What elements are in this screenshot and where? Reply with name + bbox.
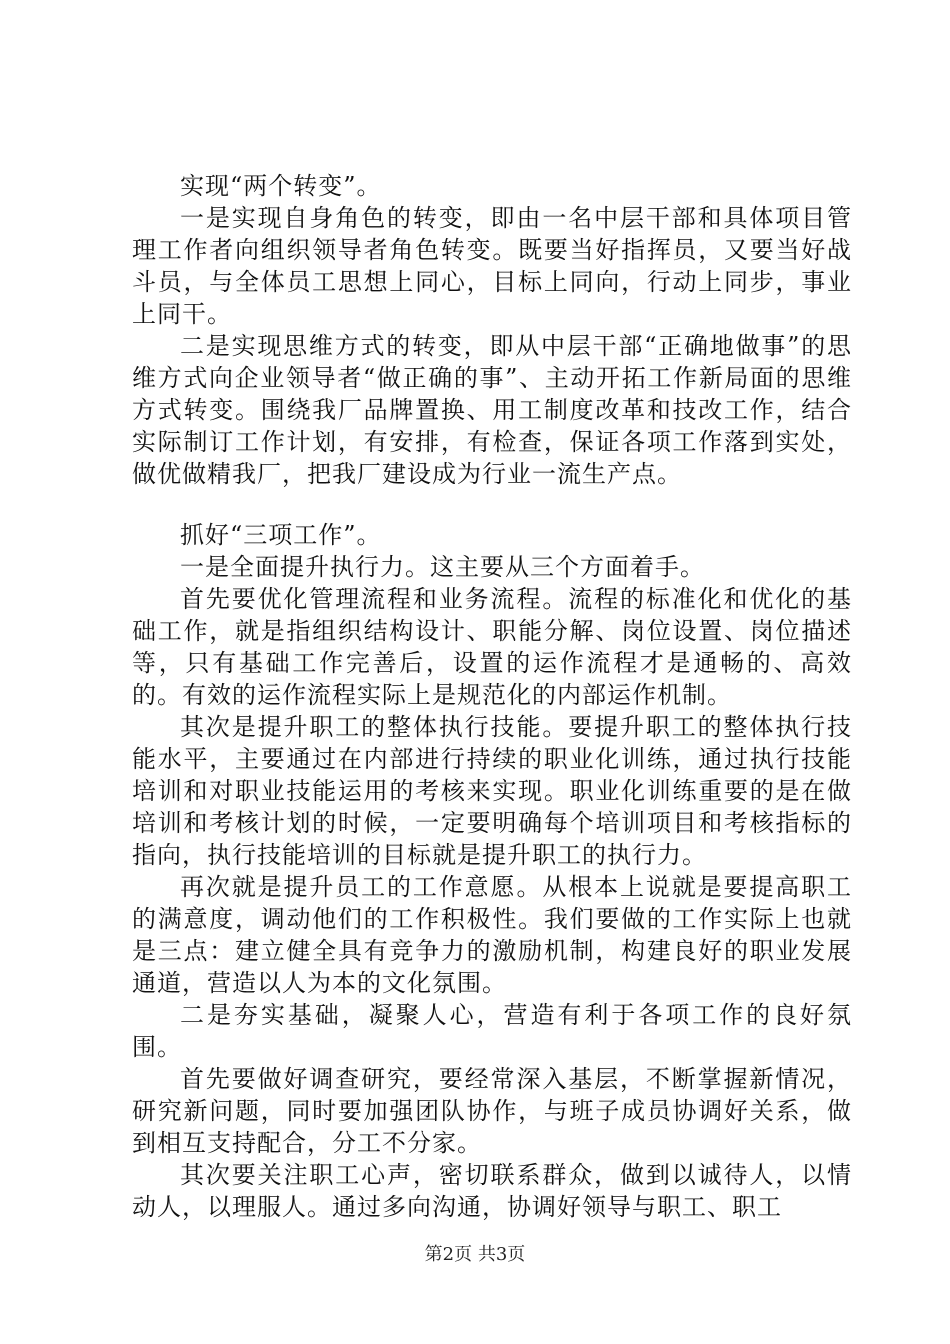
body-paragraph: 首先要做好调查研究，要经常深入基层，不断掌握新情况，研究新问题，同时要加强团队协作，与班子成员协调好关系，做到相互支持配合，分工不分家。	[132, 1065, 852, 1157]
section-gap	[132, 490, 852, 519]
body-paragraph: 其次是提升职工的整体执行技能。要提升职工的整体执行技能水平，主要通过在内部进行持续的职业化训练，通过执行技能培训和对职业技能运用的考核来实现。职业化训练重要的是在做培训和考核计划的时候，一定要明确每个培训项目和考核指标的指向，执行技能培训的目标就是提升职工的执行力。	[132, 713, 852, 869]
page-footer: 第2页 共3页	[424, 1244, 526, 1265]
body-paragraph: 一是实现自身角色的转变，即由一名中层干部和具体项目管理工作者向组织领导者角色转变。既要当好指挥员，又要当好战斗员，与全体员工思想上同心，目标上同向，行动上同步，事业上同干。	[132, 204, 852, 328]
document-body	[132, 170, 852, 1223]
body-paragraph: 二是实现思维方式的转变，即从中层干部“正确地做事”的思维方式向企业领导者“做正确的事”、主动开拓工作新局面的思维方式转变。围绕我厂品牌置换、用工制度改革和技改工作，结合实际制订工作计划，有安排，有检查，保证各项工作落到实处，做优做精我厂，把我厂建设成为行业一流生产点。	[132, 332, 852, 488]
body-paragraph: 一是全面提升执行力。这主要从三个方面着手。	[180, 553, 705, 581]
section-heading: 抓好“三项工作”。	[180, 521, 382, 549]
body-paragraph: 其次要关注职工心声，密切联系群众，做到以诚待人，以情动人，以理服人。通过多向沟通，协调好领导与职工、职工	[132, 1161, 852, 1221]
body-paragraph: 首先要优化管理流程和业务流程。流程的标准化和优化的基础工作，就是指组织结构设计、职能分解、岗位设置、岗位描述等，只有基础工作完善后，设置的运作流程才是通畅的、高效的。有效的运作流程实际上是规范化的内部运作机制。	[132, 585, 852, 709]
body-paragraph: 二是夯实基础，凝聚人心，营造有利于各项工作的良好氛围。	[132, 1001, 852, 1061]
body-paragraph: 再次就是提升员工的工作意愿。从根本上说就是要提高职工的满意度，调动他们的工作积极性。我们要做的工作实际上也就是三点：建立健全具有竞争力的激励机制，构建良好的职业发展通道，营造以人为本的文化氛围。	[132, 873, 852, 997]
section-heading: 实现“两个转变”。	[180, 172, 382, 200]
